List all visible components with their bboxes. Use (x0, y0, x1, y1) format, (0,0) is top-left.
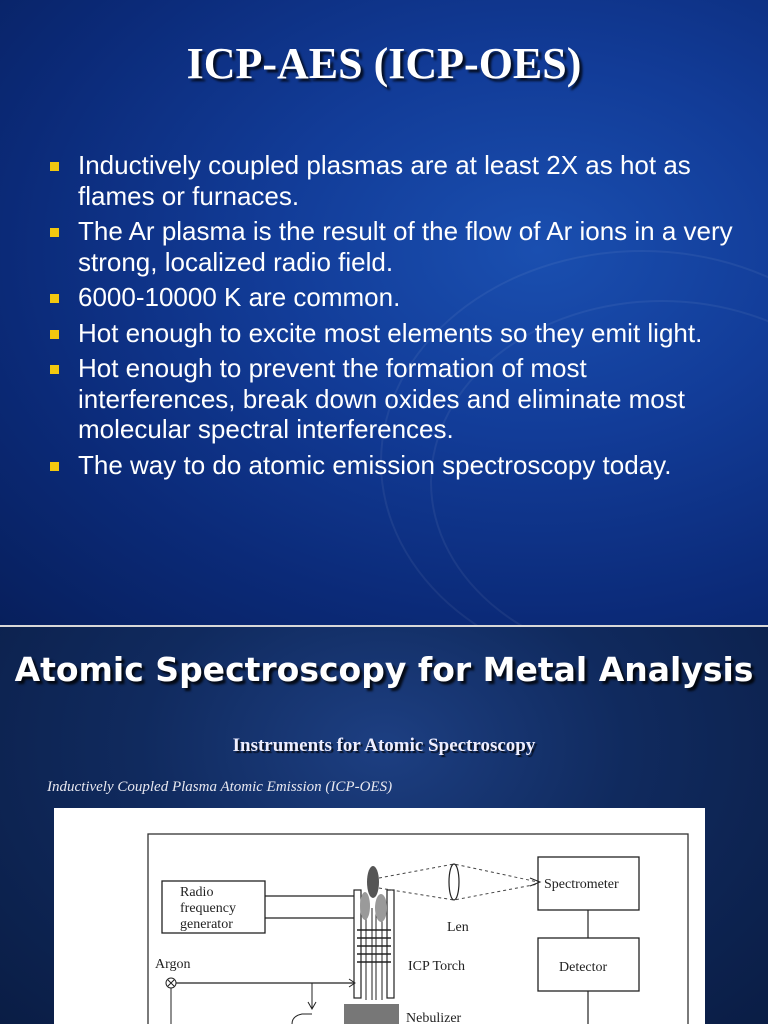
len-label: Len (447, 920, 469, 935)
bullet-item (48, 150, 738, 211)
radio-label-line1: Radio (180, 885, 214, 900)
radio-label-line2: frequency (180, 901, 236, 916)
bullet-item (48, 216, 738, 277)
bullet-item (48, 282, 738, 313)
argon-label: Argon (155, 957, 191, 972)
square-bullet-icon (50, 462, 59, 471)
square-bullet-icon (50, 365, 59, 374)
plasma-flame-right (375, 894, 387, 922)
torch-wall (387, 890, 394, 998)
square-bullet-icon (50, 330, 59, 339)
slide-title: ICP-AES (ICP-OES) (186, 39, 582, 88)
torch-label: ICP Torch (408, 959, 465, 974)
bullet-item (48, 318, 738, 349)
slide-subtitle: Instruments for Atomic Spectroscopy (232, 735, 536, 756)
plasma-flame-left (360, 892, 370, 920)
bullet-text: The Ar plasma is the result of the flow of Ar ions in a very strong, localized radio field. (78, 216, 733, 277)
bullet-text: Hot enough to prevent the formation of most interferences, break down oxides and eliminate most molecular spectral interferences. (78, 353, 685, 444)
nebulizer-block (344, 1004, 399, 1024)
square-bullet-icon (50, 228, 59, 237)
square-bullet-icon (50, 294, 59, 303)
bullet-text: Inductively coupled plasmas are at least 2X as hot as flames or furnaces. (78, 150, 691, 211)
diagram-caption: Inductively Coupled Plasma Atomic Emission (ICP-OES) (47, 779, 393, 795)
bullet-item (48, 353, 738, 445)
detector-label: Detector (559, 960, 608, 975)
lens-icon (449, 864, 459, 900)
bullet-item (48, 450, 738, 481)
slide-atomic-spectroscopy (0, 627, 768, 1024)
nebulizer-label: Nebulizer (406, 1011, 462, 1024)
bullet-text: 6000-10000 K are common. (78, 282, 401, 312)
argon-valve-icon (168, 980, 174, 986)
induction-coil (357, 930, 391, 962)
torch-wall (354, 890, 361, 998)
bullet-list (48, 150, 738, 485)
bullet-text: The way to do atomic emission spectroscopy today. (78, 449, 672, 480)
sample-tube (292, 1014, 312, 1024)
spectrometer-label: Spectrometer (544, 877, 619, 892)
icp-oes-diagram (54, 808, 705, 1024)
square-bullet-icon (50, 162, 59, 171)
bullet-text: Hot enough to excite most elements so they emit light. (78, 317, 703, 348)
slide-title: Atomic Spectroscopy for Metal Analysis (14, 650, 754, 689)
plasma-flame-top (367, 866, 379, 898)
radio-label-line3: generator (180, 917, 233, 932)
